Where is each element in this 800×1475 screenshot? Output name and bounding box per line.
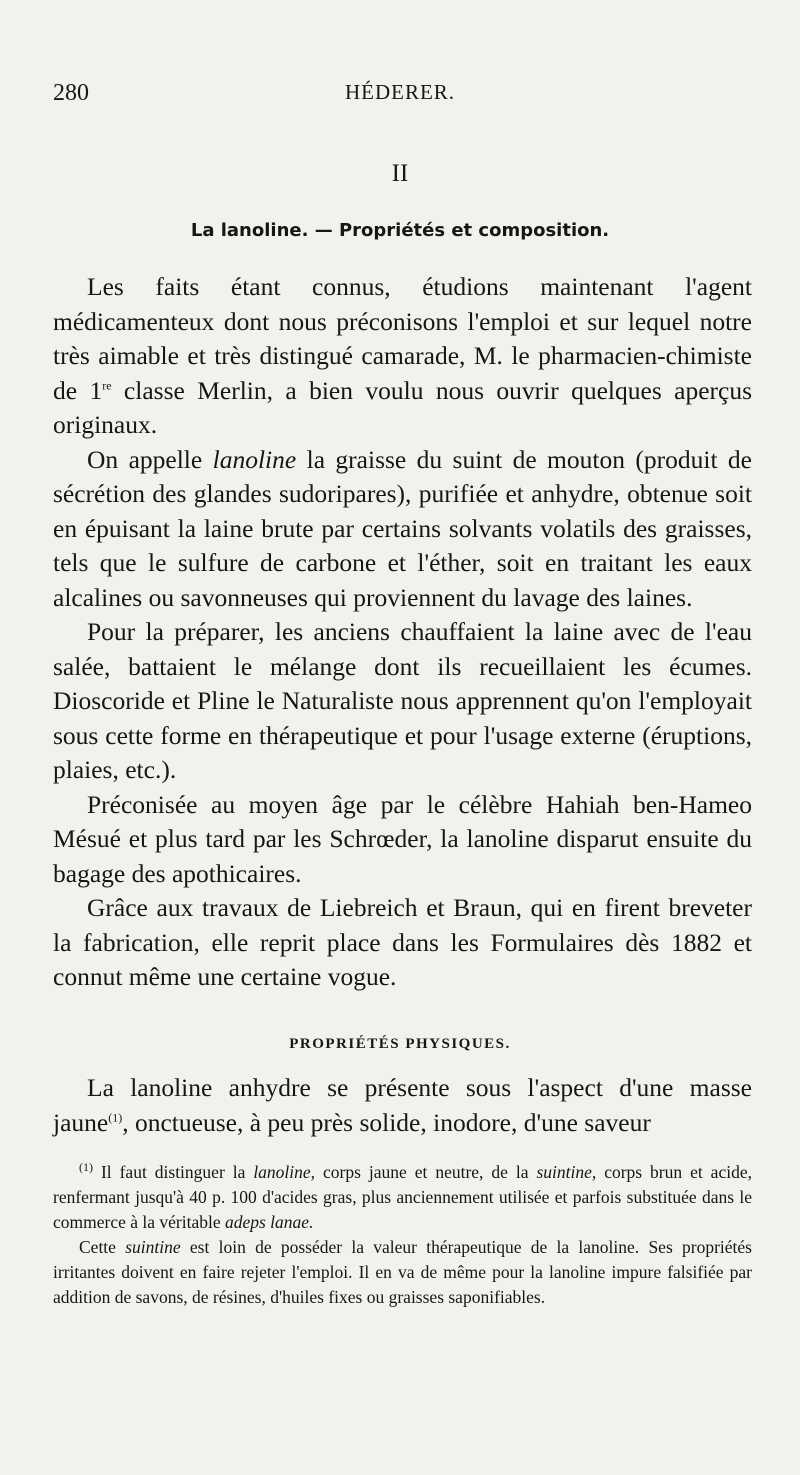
section-number: II <box>391 160 409 187</box>
running-head: HÉDERER. <box>344 80 456 104</box>
footnote-text: corps brun et acide, renfermant jusqu'à 40 p. 100 d'acides gras, plus anciennement utilisée et parfois substituée dans le commerce à la véritable <box>53 1162 752 1232</box>
ordinal-suffix: re <box>102 378 112 392</box>
paragraph-text: la graisse du suint de mouton (produit de sécrétion des glandes sudoripares), purifiée et anhydre, obtenue soit en épuisant la laine brute par certains solvants volatils des graisses, tels que le sulfure de carbone et l'éther, soit en traitant les eaux alcalines ou savonneuses qui proviennent du lavage des laines. <box>53 444 753 612</box>
paragraph: Pour la préparer, les anciens chauffaient la laine avec de l'eau salée, battaient le mélange dont ils recueillaient les écumes. Dioscoride et Pline le Naturaliste nous apprennent qu'on l'employait sous cette forme en thérapeutique et pour l'usage externe (éruptions, plaies, etc.). <box>53 617 752 784</box>
section-title: La lanoline. — Propriétés et composition. <box>190 220 610 241</box>
footnote <box>53 1160 752 1310</box>
body-text <box>53 270 752 995</box>
italic-term: suintine, <box>536 1162 597 1182</box>
ordinal-number: 1 <box>89 375 103 405</box>
footnote-paragraph <box>53 1160 752 1235</box>
paragraph <box>53 270 752 443</box>
italic-term: adeps lanae. <box>224 1212 314 1232</box>
italic-term: lanoline, <box>253 1162 316 1182</box>
italic-term: suintine <box>125 1237 181 1257</box>
footnote-text: corps jaune et neutre, de la <box>315 1162 537 1182</box>
italic-term: lanoline <box>212 444 297 474</box>
page-header <box>53 80 747 112</box>
page-number: 280 <box>53 80 89 106</box>
footnote-text: Il faut distinguer la <box>93 1162 254 1182</box>
footnote-text: est loin de posséder la valeur thérapeutique de la lanoline. Ses propriétés irritantes doivent en faire rejeter l'emploi. Il en va de même pour la lanoline impure falsifiée par addition de savons, de résines, d'huiles fixes ou graisses saponifiables. <box>53 1237 752 1307</box>
footnote-marker: (1) <box>79 1160 93 1175</box>
subheading: PROPRIÉTÉS PHYSIQUES. <box>289 1036 511 1052</box>
paragraph: Préconisée au moyen âge par le célèbre Hahiah ben-Hameo Mésué et plus tard par les Schrœder, la lanoline disparut ensuite du bagage des apothicaires. <box>53 789 752 888</box>
paragraph-text: La lanoline anhydre se présente sous l'aspect d'une masse jaune <box>53 1073 752 1137</box>
body-text-continued <box>53 1070 752 1140</box>
paragraph-text: Les faits étant connus, étudions maintenant l'agent médicamenteux dont nous préconisons l'emploi et sur lequel notre très aimable et très distingué camarade, M. le pharmacien-chimiste de <box>53 272 752 405</box>
footnote-reference: (1) <box>108 1110 123 1125</box>
paragraph <box>53 443 752 616</box>
paragraph <box>53 1070 752 1140</box>
paragraph-text: , onctueuse, à peu près solide, inodore, d'une saveur <box>122 1108 651 1137</box>
footnote-paragraph <box>53 1235 752 1310</box>
footnote-text: Cette <box>79 1237 126 1257</box>
paragraph-text: classe Merlin, a bien voulu nous ouvrir quelques aperçus originaux. <box>53 375 752 439</box>
paragraph: Grâce aux travaux de Liebreich et Braun, qui en firent breveter la fabrication, elle reprit place dans les Formulaires dès 1882 et connut même une certaine vogue. <box>53 893 752 991</box>
paragraph-text: On appelle <box>87 444 213 474</box>
